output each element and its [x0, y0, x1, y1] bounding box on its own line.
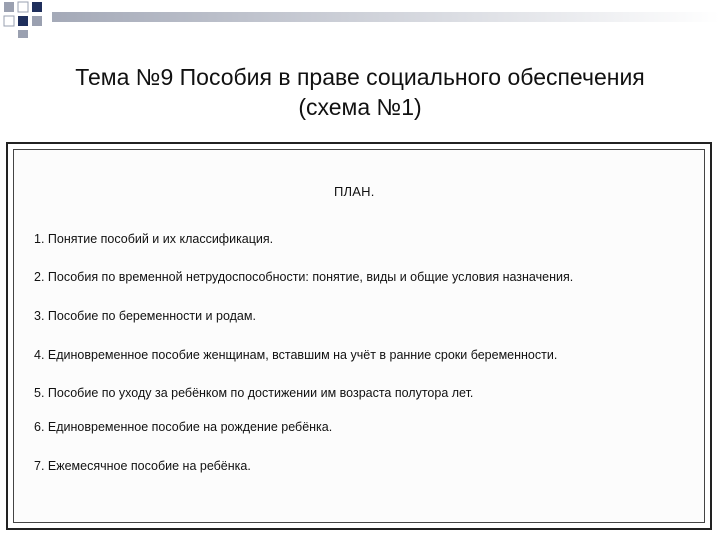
plan-item-4: 4. Единовременное пособие женщинам, вставшим на учёт в ранние сроки беременности.: [34, 348, 558, 362]
plan-item-5: 5. Пособие по уходу за ребёнком по достижении им возраста полутора лет.: [34, 386, 474, 400]
plan-frame: [6, 142, 712, 530]
slide-title-line2: (схема №1): [298, 94, 422, 120]
slide-title: [20, 62, 700, 122]
slide-title-line1: Тема №9 Пособия в праве социального обеспечения: [75, 64, 645, 90]
plan-item-1: 1. Понятие пособий и их классификация.: [34, 232, 274, 246]
plan-item-3: 3. Пособие по беременности и родам.: [34, 309, 256, 323]
plan-item-7: 7. Ежемесячное пособие на ребёнка.: [34, 459, 251, 473]
plan-frame-inner: [13, 149, 705, 523]
plan-heading: ПЛАН.: [334, 184, 375, 199]
plan-item-2: 2. Пособия по временной нетрудоспособности: понятие, виды и общие условия назначения.: [34, 270, 574, 284]
plan-item-6: 6. Единовременное пособие на рождение ребёнка.: [34, 420, 333, 434]
corner-decoration: [0, 0, 720, 40]
